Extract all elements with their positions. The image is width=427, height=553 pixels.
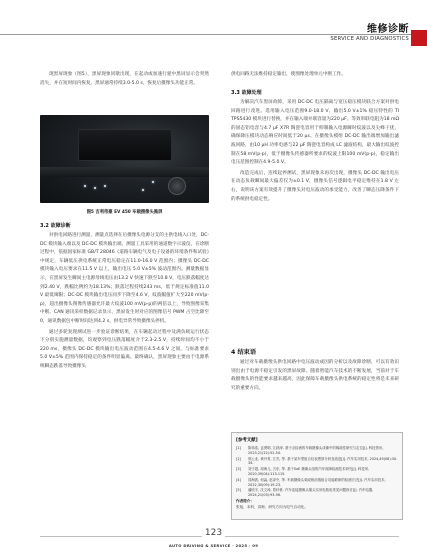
reference-text: 邢公业, 黄丹青, 江杰, 等. 基于某车型组合仪表黑屏分析及改进[J]. 汽车实用技术, 2024,49(08):30-34. [248, 456, 398, 466]
left-column-body [40, 232, 209, 374]
reference-number: [5] [236, 488, 241, 493]
right-column-body [231, 99, 399, 206]
infotainment-screen-black [78, 129, 172, 161]
heading-3-3: 3.3 故障处理 [231, 90, 262, 96]
references-list [236, 446, 398, 499]
heading-3-2: 3.2 故障诊断 [40, 223, 71, 229]
right-column [231, 71, 399, 82]
section-header-title: 维修诊断 [367, 24, 409, 35]
author-bio: 张旭，本科，讲师，研究方向为电气自动化。 [236, 505, 308, 509]
figure-caption: 图5 吉利帝豪 EV 450 车载摄像头黑屏 [86, 210, 163, 215]
para-diagnosis-1: 对供电回路进行测量，测量点选择在后摄像头电源分支的主供电线入口处，DC-DC 模块输入端以及 DC-DC 模块输出端，测量工具采用的通道数字示波仪。在诊断过程中，依据国家标准 GB/T 28046《道路车辆电气及电子设备的环境条件和试验》中规定，车辆低压供电系统正常电压稳定在11.0-16.0 V 范围内；摄像头 DC-DC 模块输入电压要求在11.5 V 以上，输出电压 5.0 V±5% 波动范围内。测量数据显示，在黑屏发生瞬间主电源母线电压由13.2 V 快速下跌至10.8 V，电压跌落幅度达到2.40 V，跌幅比例约为18.13%；跌落过程持续243 ms，低于规定标准值11.0 V 最低阈限；DC-DC 模块输出电压同步下降至4.6 V，纹波幅值扩大至220 mV(p-p)，超出摄像头图像传感器允许最大纹波100 mV(p-p)的两倍以上，导致图像采集中断。CAN 通讯采样数据记录显示，黑屏发生时对应的图像信号 PWM 占空比降至0，通讯数据包中断时间达到4.2 s，供电异常导致摄像头停机。 [40, 233, 209, 324]
header-accent-block [411, 30, 427, 46]
journal-name: AUTO DRIVING & SERVICE · 2025 · 09 [168, 543, 259, 548]
left-para-top: 现黑屏现象（图5），黑屏现象同歇出现，在起动或加速行驶中黑屏显示会突然消失，并在短时间内恢复。黑屏通常持续3.0-5.0 s，恢复后摄像头功能正常。 [40, 72, 209, 86]
conclusion-body [231, 359, 399, 395]
button-light [94, 187, 96, 189]
right-para-top: 供电回路无法维持稳定输出，使图像处理单元中断工作。 [231, 72, 346, 77]
para-conclusion: 通过对车载摄像头供电回路中电压波动成因的分析以及故障诊断，可以有效识别出由于电源不稳定引发的黑屏故障。随着智能汽车技术的不断发展，当前对于车载摄像头的性能要求越来越高，因此保障车载摄像头供电系统的稳定性将是未来研究的重要方向。 [231, 360, 399, 391]
reference-number: [1] [236, 446, 241, 450]
references-box [231, 432, 403, 520]
reference-text: 潘欣宇, 沈文涛, 曾轩豪. 汽车连接摄像头插头实用电瓶电常见问题探讨[J]. 汽车电器, 2024,21(03):93-96. [248, 488, 374, 498]
para-fix-1: 为解决汽车黑屏故障，采用 DC-DC 电压隔离与宽压稳压模块联合方案对供电回路进行改进。选用输入电压范围9.0-18.0 V、输出5.0 V±1% 稳压特性的 TI TPS5430 模块进行替换，并在输入端并联容量为220 μF、等效串联电阻为18 mΩ 的固态铝电容与4.7 μF X7R 陶瓷电容用于抑制输入电源瞬时纹波以及尖峰干扰，确保降压模块动态响应时间低于20 μs。在摄像头模组 DC-DC 输出端增加输出滤波回路，由10 μH 功率电感与22 μF 陶瓷电容构成 LC 滤波结构，最大输出纹波控制在58 mV(p-p)，低于摄像头传感器所要求的纹波上限100 mV(p-p)，稳定输出电压范围控制在4.9-5.0 V。 [231, 100, 399, 166]
page-number-text: 123 [202, 528, 225, 538]
control-knob [168, 177, 186, 195]
dashboard-screen-photo [40, 115, 209, 203]
para-diagnosis-2: 通过多轮复现测试进一步验证诊断结果，在车辆起动过程中及满负载运行状态下分别实施测量数据，均观察到电压跌落幅度介于2.3-2.5 V，持续时间均不小于220 ms，摄像头 DC-DC 模块输出电压波动范围在4.5-4.6 V 之间，与标准要求 5.0 V±5% 范围内保持稳定的条件明显偏离。最终确认，黑屏现象主要由于电源系统瞬态跌落导致摄像头 [40, 329, 209, 369]
reference-item [236, 446, 398, 456]
button-light [152, 181, 154, 183]
para-fix-2: 改造完成后，连续起停测试，黑屏现象未再次出现，摄像头 DC-DC 输出电压在动态负载瞬间最大偏差仅为±0.1 V，摄像头信号逻辑电平稳定维持在1.8 V 左右，说明该方案有效提升了摄像头对电压波动的承受能力，改善了瞬态压降条件下的系统供电稳定性。 [231, 170, 399, 202]
reference-item [236, 467, 398, 477]
author-bio-heading: 作者简介： [236, 499, 254, 503]
page-number [0, 528, 427, 538]
button-light [84, 185, 86, 187]
reference-item [236, 478, 398, 488]
reference-number: [2] [236, 456, 241, 461]
left-column [40, 71, 209, 90]
reference-item [236, 457, 398, 467]
reference-number: [3] [236, 467, 241, 472]
section-header-subtitle: SERVICE AND DIAGNOSTICS [330, 36, 409, 42]
reference-text: 陈伟浩, 孟勇明, 江跃涛. 基于点检流的车载摄像头成像中的稀疏性研究与定位[J]. 科技资讯, 2023,21(22):52-54. [248, 446, 384, 455]
reference-number: [4] [236, 477, 241, 482]
header-rule [0, 34, 427, 35]
button-light [104, 185, 106, 187]
heading-4-conclusion: 4 结束语 [231, 349, 257, 356]
reference-text: 刘子超, 周海儿, 古东, 等. 基于SoE 摄像头组的汽车故障检测技术研究[J]. 科技风, 2020,39(04):113-115. [248, 467, 370, 476]
dashboard-panel [40, 167, 209, 177]
button-light [142, 189, 144, 191]
reference-item [236, 488, 398, 498]
reference-text: 同海波, 何淼, 赵泽中, 等. 车载摄像头频成相前瑞组合功能联研的检测方法[J]. 汽车实用技术, 2022,30(09):19-23. [248, 477, 386, 487]
references-heading: [参考文献] [236, 438, 258, 443]
